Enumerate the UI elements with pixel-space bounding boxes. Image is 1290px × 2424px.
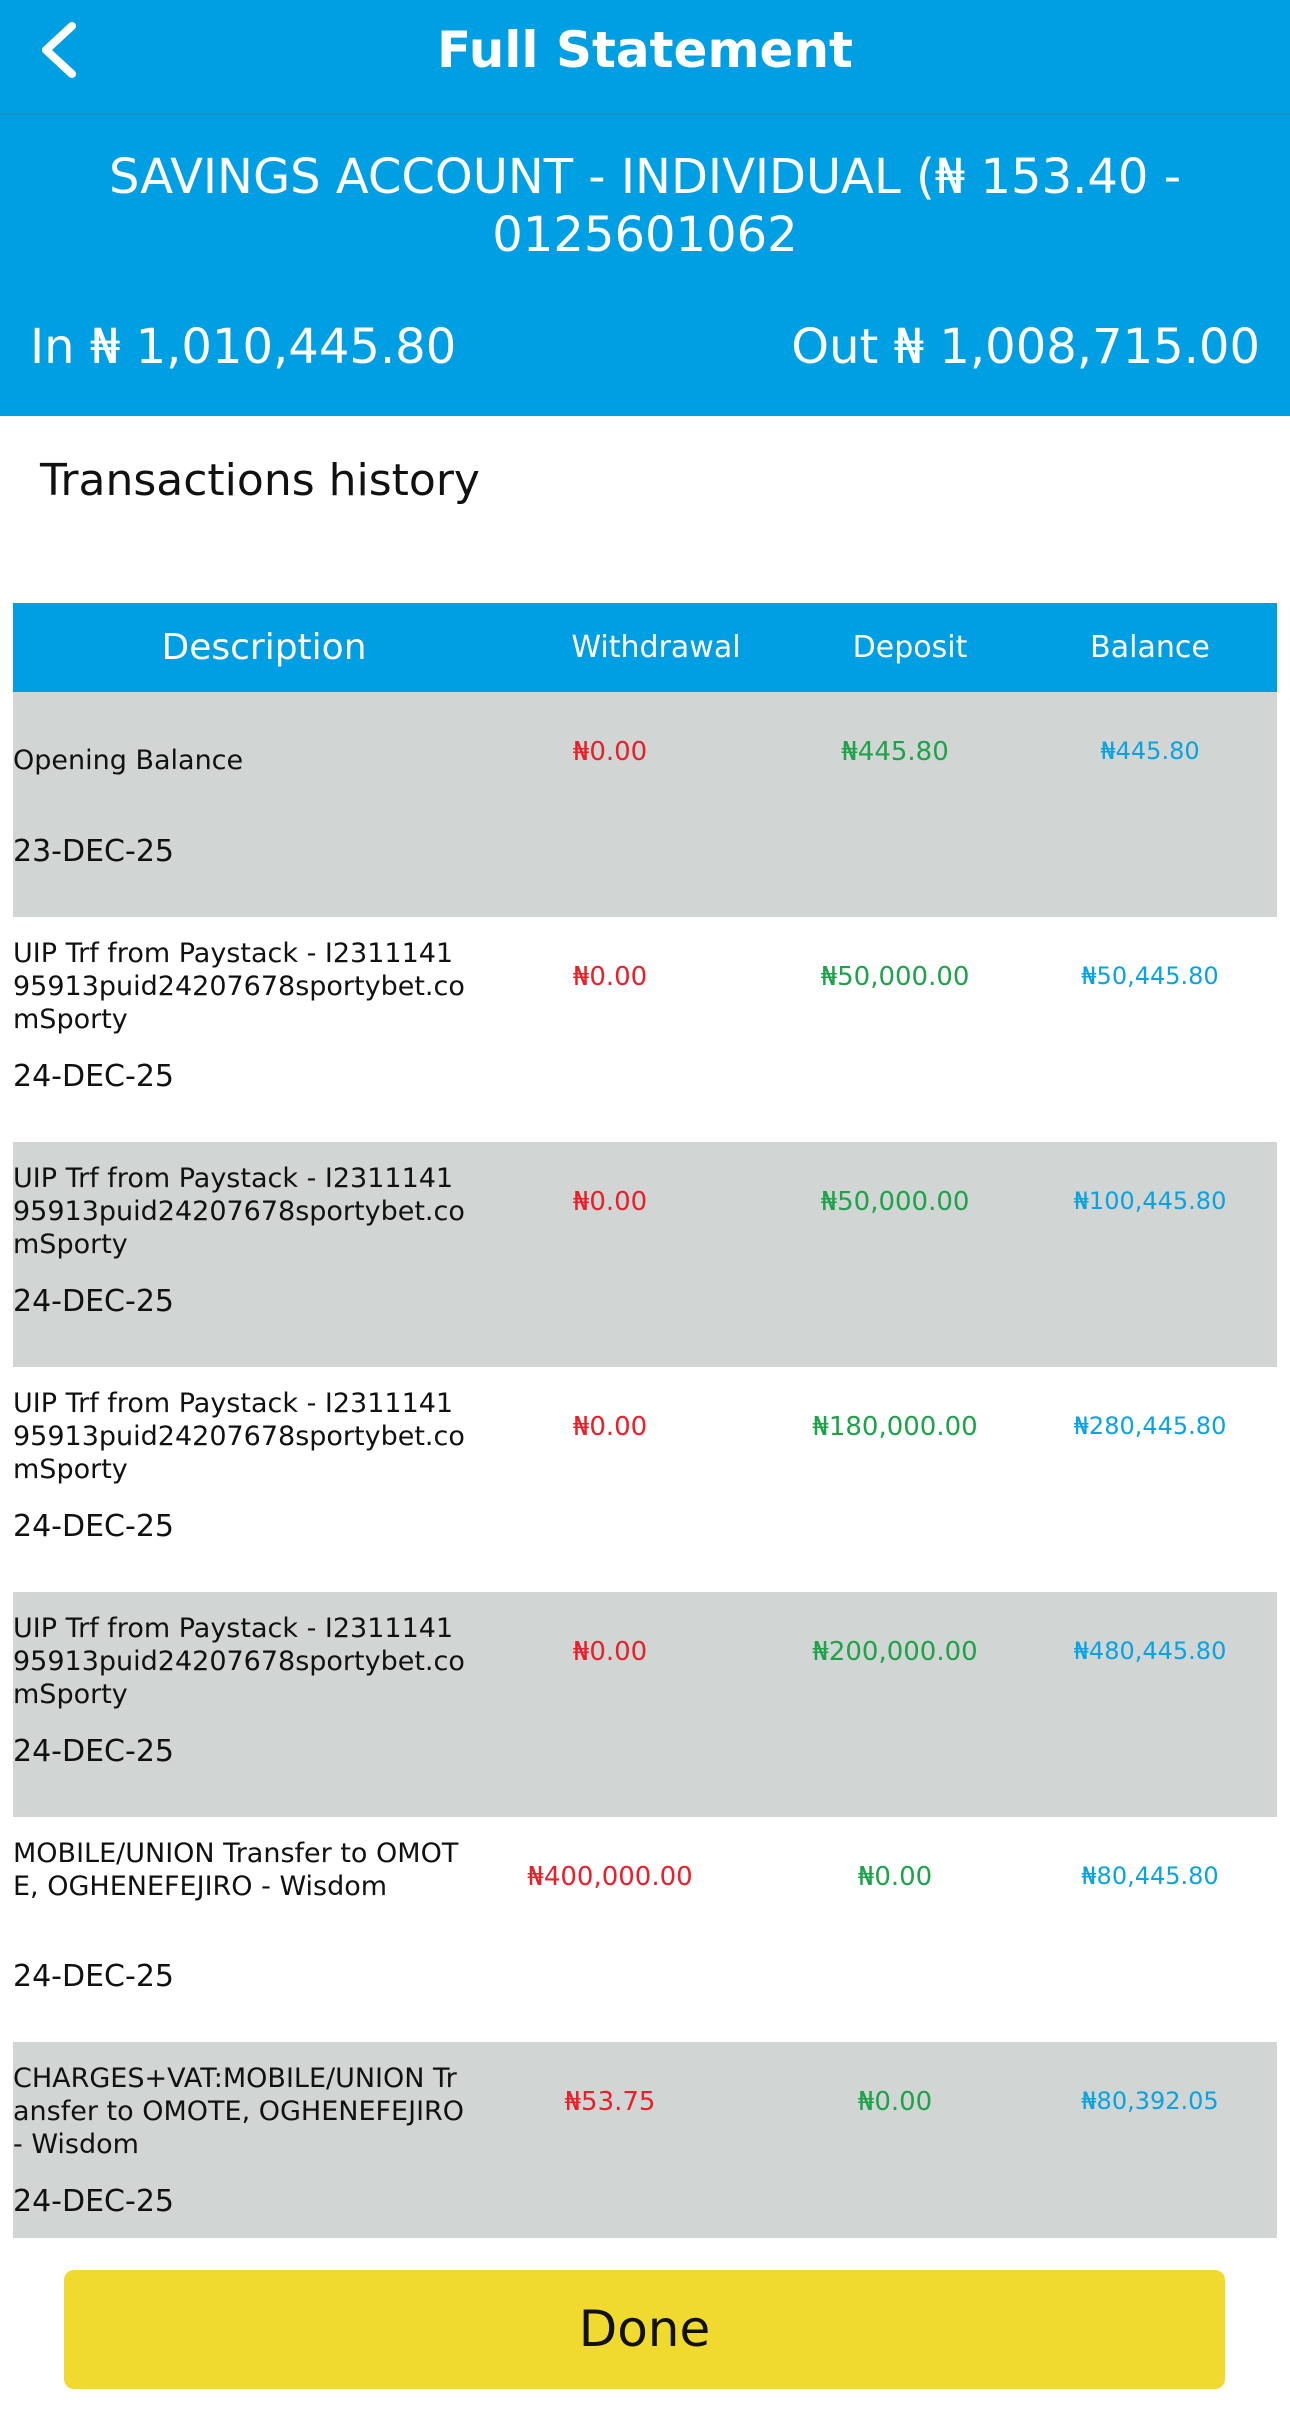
table-row[interactable] bbox=[13, 917, 1277, 1142]
row-deposit: ₦180,000.00 bbox=[812, 1412, 978, 1442]
table-row[interactable] bbox=[13, 2042, 1277, 2238]
row-deposit: ₦445.80 bbox=[841, 737, 949, 767]
nav-bar bbox=[0, 0, 1290, 115]
section-title: Transactions history bbox=[40, 455, 480, 506]
row-date: 24-DEC-25 bbox=[13, 1284, 175, 1319]
row-description: UIP Trf from Paystack - I231114195913puid24207678sportybet.comSporty bbox=[13, 1613, 465, 1710]
total-out: Out ₦ 1,008,715.00 bbox=[791, 319, 1260, 375]
column-header-withdrawal: Withdrawal bbox=[571, 630, 741, 665]
row-description: CHARGES+VAT:MOBILE/UNION Transfer to OMOTE, OGHENEFEJIRO - Wisdom bbox=[13, 2063, 465, 2160]
row-deposit: ₦50,000.00 bbox=[820, 962, 970, 992]
table-header bbox=[13, 603, 1277, 692]
row-date: 24-DEC-25 bbox=[13, 1734, 175, 1769]
row-withdrawal: ₦0.00 bbox=[572, 1187, 648, 1217]
row-date: 23-DEC-25 bbox=[13, 834, 175, 869]
row-withdrawal: ₦400,000.00 bbox=[527, 1862, 693, 1892]
row-deposit: ₦0.00 bbox=[857, 1862, 933, 1892]
page-title: Full Statement bbox=[437, 21, 853, 79]
column-header-deposit: Deposit bbox=[852, 630, 968, 665]
column-header-description: Description bbox=[161, 627, 367, 668]
table-row[interactable] bbox=[13, 1817, 1277, 2042]
statement-header bbox=[0, 0, 1290, 416]
table-row[interactable] bbox=[13, 692, 1277, 917]
row-date: 24-DEC-25 bbox=[13, 1509, 175, 1544]
row-balance: ₦100,445.80 bbox=[1073, 1187, 1227, 1215]
row-date: 24-DEC-25 bbox=[13, 1959, 175, 1994]
account-summary: SAVINGS ACCOUNT - INDIVIDUAL (₦ 153.40 - 0125601062 bbox=[108, 149, 1182, 263]
row-balance: ₦50,445.80 bbox=[1081, 962, 1219, 990]
row-description: Opening Balance bbox=[13, 745, 244, 776]
row-date: 24-DEC-25 bbox=[13, 2184, 175, 2219]
transactions-table bbox=[13, 692, 1277, 2238]
row-balance: ₦480,445.80 bbox=[1073, 1637, 1227, 1665]
table-row[interactable] bbox=[13, 1592, 1277, 1817]
done-button[interactable]: Done bbox=[64, 2270, 1225, 2389]
row-deposit: ₦200,000.00 bbox=[812, 1637, 978, 1667]
row-description: UIP Trf from Paystack - I231114195913puid24207678sportybet.comSporty bbox=[13, 1163, 465, 1260]
row-withdrawal: ₦0.00 bbox=[572, 737, 648, 767]
row-withdrawal: ₦0.00 bbox=[572, 962, 648, 992]
row-deposit: ₦0.00 bbox=[857, 2087, 933, 2117]
table-row[interactable] bbox=[13, 1142, 1277, 1367]
row-balance: ₦280,445.80 bbox=[1073, 1412, 1227, 1440]
row-withdrawal: ₦0.00 bbox=[572, 1412, 648, 1442]
table-row[interactable] bbox=[13, 1367, 1277, 1592]
row-date: 24-DEC-25 bbox=[13, 1059, 175, 1094]
row-balance: ₦445.80 bbox=[1100, 737, 1200, 765]
row-description: UIP Trf from Paystack - I231114195913puid24207678sportybet.comSporty bbox=[13, 1388, 465, 1485]
row-description: MOBILE/UNION Transfer to OMOTE, OGHENEFEJIRO - Wisdom bbox=[13, 1838, 459, 1902]
row-balance: ₦80,445.80 bbox=[1081, 1862, 1219, 1890]
row-deposit: ₦50,000.00 bbox=[820, 1187, 970, 1217]
column-header-balance: Balance bbox=[1090, 630, 1210, 665]
total-in: In ₦ 1,010,445.80 bbox=[30, 319, 457, 375]
row-withdrawal: ₦0.00 bbox=[572, 1637, 648, 1667]
row-balance: ₦80,392.05 bbox=[1081, 2087, 1219, 2115]
row-withdrawal: ₦53.75 bbox=[564, 2087, 656, 2117]
row-description: UIP Trf from Paystack - I231114195913puid24207678sportybet.comSporty bbox=[13, 938, 465, 1035]
